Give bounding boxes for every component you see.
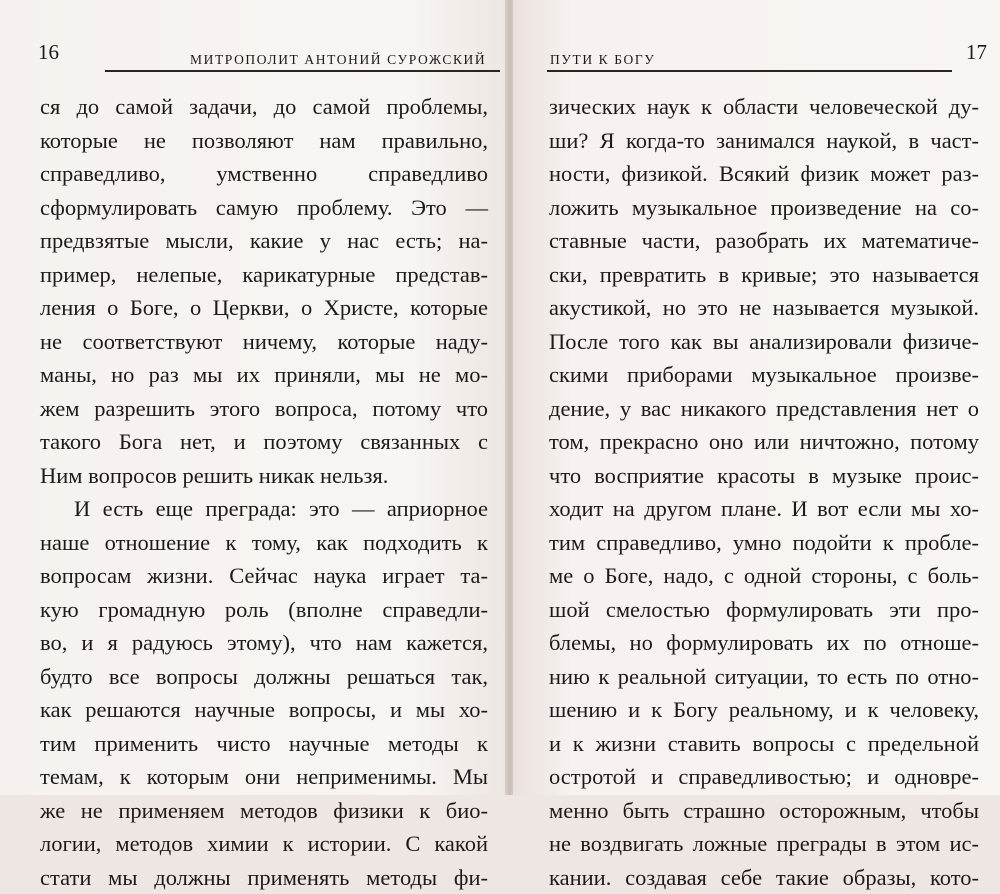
text-line: шой смелостью формулировать эти про-: [549, 593, 979, 627]
text-line: не воздвигать ложные преграды в этом ис-: [549, 827, 979, 861]
body-text: [549, 90, 979, 894]
text-line: Ним вопросов решить никак нельзя.: [40, 459, 488, 493]
text-line: ся до самой задачи, до самой проблемы,: [40, 90, 488, 124]
text-line: сформулировать самую проблему. Это —: [40, 191, 488, 225]
text-line: кании. создавая себе такие образы, кото-: [549, 861, 979, 894]
text-line: И есть еще преграда: это — априорное: [40, 492, 488, 526]
body-text: [40, 90, 488, 894]
text-line: ставные части, разобрать их математиче-: [549, 224, 979, 258]
text-line: скими приборами музыкальное произве-: [549, 358, 979, 392]
text-line: и к жизни ставить вопросы с предельной: [549, 727, 979, 761]
text-line: ления о Боге, о Церкви, о Христе, которые: [40, 291, 488, 325]
text-line: не соответствуют ничему, которые наду-: [40, 325, 488, 359]
text-line: блемы, но формулировать их по отноше-: [549, 626, 979, 660]
text-line: акустикой, но это не называется музыкой.: [549, 291, 979, 325]
text-line: будто все вопросы должны решаться так,: [40, 660, 488, 694]
text-line: пример, нелепые, карикатурные представ-: [40, 258, 488, 292]
text-line: том, прекрасно оно или ничтожно, потому: [549, 425, 979, 459]
header-rule: [105, 70, 500, 72]
text-line: дение, у вас никакого представления нет о: [549, 392, 979, 426]
text-line: как решаются научные вопросы, и мы хо-: [40, 693, 488, 727]
text-line: тим справедливо, умно подойти к пробле-: [549, 526, 979, 560]
text-line: же не применяем методов физики к био-: [40, 794, 488, 828]
text-line: которые не позволяют нам правильно,: [40, 124, 488, 158]
right-page: [513, 0, 1000, 795]
text-line: остротой и справедливостью; и одновре-: [549, 760, 979, 794]
text-line: ложить музыкальное произведение на со-: [549, 191, 979, 225]
text-line: стати мы должны применять методы фи-: [40, 861, 488, 894]
text-line: нию к реальной ситуации, то есть по отно-: [549, 660, 979, 694]
left-page: [0, 0, 507, 795]
text-line: менно быть страшно осторожным, чтобы: [549, 794, 979, 828]
text-line: вопросам жизни. Сейчас наука играет та-: [40, 559, 488, 593]
text-line: ности, физикой. Всякий физик может раз-: [549, 157, 979, 191]
text-line: во, и я радуюсь этому), что нам кажется,: [40, 626, 488, 660]
text-line: После того как вы анализировали физиче-: [549, 325, 979, 359]
text-line: наше отношение к тому, как подходить к: [40, 526, 488, 560]
text-line: справедливо, умственно справедливо: [40, 157, 488, 191]
text-line: ски, превратить в кривые; это называется: [549, 258, 979, 292]
text-line: ши? Я когда-то занимался наукой, в част-: [549, 124, 979, 158]
running-head: МИТРОПОЛИТ АНТОНИЙ СУРОЖСКИЙ: [190, 52, 486, 68]
text-line: шению и к Богу реальному, и к человеку,: [549, 693, 979, 727]
text-line: кую громадную роль (вполне справедли-: [40, 593, 488, 627]
header-rule: [547, 70, 952, 72]
text-line: ме о Боге, надо, с одной стороны, с боль-: [549, 559, 979, 593]
running-head: ПУТИ К БОГУ: [550, 52, 655, 68]
text-line: предвзятые мысли, какие у нас есть; на-: [40, 224, 488, 258]
text-line: ходит на другом плане. И вот если мы хо-: [549, 492, 979, 526]
text-line: зических наук к области человеческой ду-: [549, 90, 979, 124]
text-line: такого Бога нет, и поэтому связанных с: [40, 425, 488, 459]
page-number: 16: [38, 40, 59, 65]
page-number: 17: [966, 40, 987, 65]
text-line: логии, методов химии к истории. С какой: [40, 827, 488, 861]
text-line: жем разрешить этого вопроса, потому что: [40, 392, 488, 426]
text-line: тим применить чисто научные методы к: [40, 727, 488, 761]
text-line: темам, к которым они неприменимы. Мы: [40, 760, 488, 794]
text-line: маны, но раз мы их приняли, мы не мо-: [40, 358, 488, 392]
text-line: что восприятие красоты в музыке проис-: [549, 459, 979, 493]
